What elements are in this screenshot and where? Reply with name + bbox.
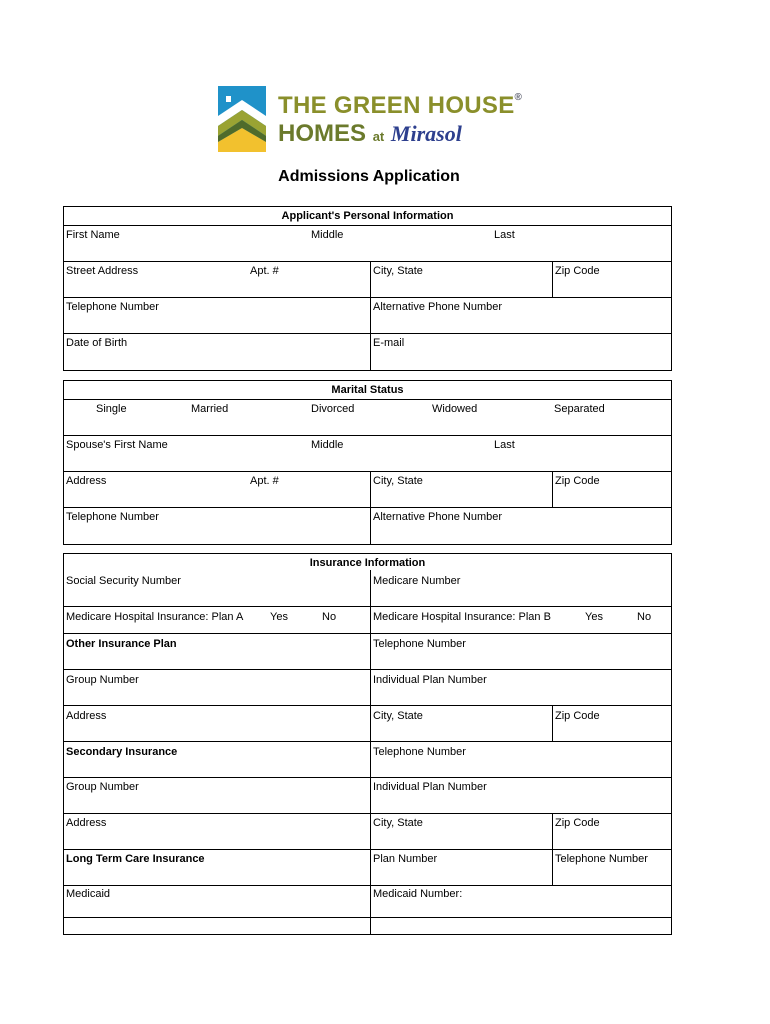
spouse-telephone-field[interactable]	[64, 508, 370, 544]
phone-row	[64, 298, 671, 334]
medicaid-number-label: Medicaid Number:	[373, 888, 463, 900]
email-label: E-mail	[373, 337, 405, 349]
long-term-care-row	[64, 850, 671, 886]
plan-b-label: Medicare Hospital Insurance: Plan B	[373, 611, 551, 623]
individual-plan-label: Individual Plan Number	[373, 781, 487, 793]
marital-option-divorced[interactable]: Divorced	[311, 403, 355, 415]
page-title: Admissions Application	[278, 168, 460, 185]
spouse-address-field[interactable]	[64, 472, 370, 507]
spouse-zip-field[interactable]	[552, 472, 671, 507]
city-state-label: City, State	[373, 475, 423, 487]
alt-phone-field[interactable]	[370, 298, 671, 333]
plan-b-field	[370, 607, 671, 633]
telephone-label: Telephone Number	[373, 638, 466, 650]
logo-text-line2: HOMES at Mirasol	[278, 120, 462, 147]
plan-a-field	[64, 607, 370, 633]
other-plan-group-row	[64, 670, 671, 706]
city-state-label: City, State	[373, 265, 423, 277]
telephone-label: Telephone Number	[373, 746, 466, 758]
group-number-field[interactable]	[64, 670, 370, 705]
zip-field[interactable]	[552, 706, 671, 741]
individual-plan-field[interactable]	[370, 670, 671, 705]
medicaid-row	[64, 886, 671, 918]
marital-option-separated[interactable]: Separated	[554, 403, 605, 415]
last-label: Last	[494, 439, 515, 451]
name-row[interactable]	[64, 226, 671, 262]
spouse-city-state-field[interactable]	[370, 472, 552, 507]
plan-a-yes[interactable]: Yes	[270, 611, 288, 623]
zip-field[interactable]	[552, 814, 671, 849]
secondary-address-row	[64, 814, 671, 850]
address-row	[64, 262, 671, 298]
plan-number-field[interactable]	[370, 850, 552, 885]
other-plan-row	[64, 634, 671, 670]
plan-a-no[interactable]: No	[322, 611, 337, 623]
address-label: Address	[66, 475, 107, 487]
plan-b-no[interactable]: No	[637, 611, 652, 623]
medicare-number-field[interactable]	[370, 570, 671, 606]
telephone-label: Telephone Number	[555, 853, 648, 865]
group-number-label: Group Number	[66, 674, 139, 686]
ssn-label: Social Security Number	[66, 575, 181, 587]
zip-label: Zip Code	[555, 817, 600, 829]
city-state-field[interactable]	[370, 262, 552, 297]
medicaid-field[interactable]	[64, 886, 370, 917]
plan-number-label: Plan Number	[373, 853, 438, 865]
dob-label: Date of Birth	[66, 337, 128, 349]
marital-option-married[interactable]: Married	[191, 403, 229, 415]
secondary-insurance-label: Secondary Insurance	[66, 746, 178, 758]
zip-field[interactable]	[552, 262, 671, 297]
city-state-field[interactable]	[370, 814, 552, 849]
secondary-telephone-field[interactable]	[370, 742, 671, 777]
section-heading: Marital Status	[64, 381, 671, 400]
first-name-label: First Name	[66, 229, 120, 241]
individual-plan-label: Individual Plan Number	[373, 674, 487, 686]
middle-label: Middle	[311, 229, 344, 241]
plan-b-yes[interactable]: Yes	[585, 611, 603, 623]
logo-text-line1: THE GREEN HOUSE®	[278, 92, 523, 119]
individual-plan-field[interactable]	[370, 778, 671, 813]
last-label: Last	[494, 229, 515, 241]
marital-option-single[interactable]: Single	[96, 403, 127, 415]
ssn-row	[64, 570, 671, 607]
city-state-label: City, State	[373, 817, 423, 829]
spouse-first-name-label: Spouse's First Name	[66, 439, 168, 451]
secondary-insurance-row	[64, 742, 671, 778]
address-field[interactable]	[64, 814, 370, 849]
address-label: Address	[66, 817, 107, 829]
street-address-field[interactable]	[64, 262, 370, 297]
house-logo-icon	[218, 86, 266, 152]
medicare-number-label: Medicare Number	[373, 575, 461, 587]
dob-field[interactable]	[64, 334, 370, 370]
logo	[218, 86, 528, 154]
city-state-field[interactable]	[370, 706, 552, 741]
long-term-care-field[interactable]	[64, 850, 370, 885]
insurance-section	[63, 553, 672, 935]
blank-row	[64, 918, 671, 934]
zip-label: Zip Code	[555, 710, 600, 722]
telephone-label: Telephone Number	[66, 511, 159, 523]
address-field[interactable]	[64, 706, 370, 741]
zip-label: Zip Code	[555, 265, 600, 277]
apt-label: Apt. #	[250, 265, 279, 277]
spouse-name-row[interactable]	[64, 436, 671, 472]
city-state-label: City, State	[373, 710, 423, 722]
spouse-alt-phone-field[interactable]	[370, 508, 671, 544]
blank-cell-right[interactable]	[370, 918, 671, 934]
medicare-plans-row	[64, 607, 671, 634]
plan-a-label: Medicare Hospital Insurance: Plan A	[66, 611, 244, 623]
zip-label: Zip Code	[555, 475, 600, 487]
ssn-field[interactable]	[64, 570, 370, 606]
marital-status-section	[63, 380, 672, 545]
medicaid-label: Medicaid	[66, 888, 111, 900]
secondary-insurance-field[interactable]	[64, 742, 370, 777]
blank-cell-left[interactable]	[64, 918, 370, 934]
other-plan-field[interactable]	[64, 634, 370, 669]
other-plan-address-row	[64, 706, 671, 742]
marital-option-widowed[interactable]: Widowed	[432, 403, 478, 415]
telephone-field[interactable]	[64, 298, 370, 333]
medicaid-number-field[interactable]	[370, 886, 671, 917]
section-heading: Applicant's Personal Information	[64, 207, 671, 226]
section-heading: Insurance Information	[309, 557, 426, 569]
secondary-group-row	[64, 778, 671, 814]
spouse-address-row	[64, 472, 671, 508]
dob-row	[64, 334, 671, 370]
other-plan-telephone-field[interactable]	[370, 634, 671, 669]
group-number-label: Group Number	[66, 781, 139, 793]
middle-label: Middle	[311, 439, 344, 451]
alt-phone-label: Alternative Phone Number	[373, 301, 503, 313]
personal-info-section	[63, 206, 672, 371]
spouse-phone-row	[64, 508, 671, 544]
apt-label: Apt. #	[250, 475, 279, 487]
group-number-field[interactable]	[64, 778, 370, 813]
long-term-care-label: Long Term Care Insurance	[66, 853, 205, 865]
email-field[interactable]	[370, 334, 671, 370]
long-term-telephone-field[interactable]	[552, 850, 671, 885]
marital-options-row	[64, 400, 671, 436]
telephone-label: Telephone Number	[66, 301, 159, 313]
other-plan-label: Other Insurance Plan	[66, 638, 177, 650]
street-address-label: Street Address	[66, 265, 139, 277]
address-label: Address	[66, 710, 107, 722]
alt-phone-label: Alternative Phone Number	[373, 511, 503, 523]
